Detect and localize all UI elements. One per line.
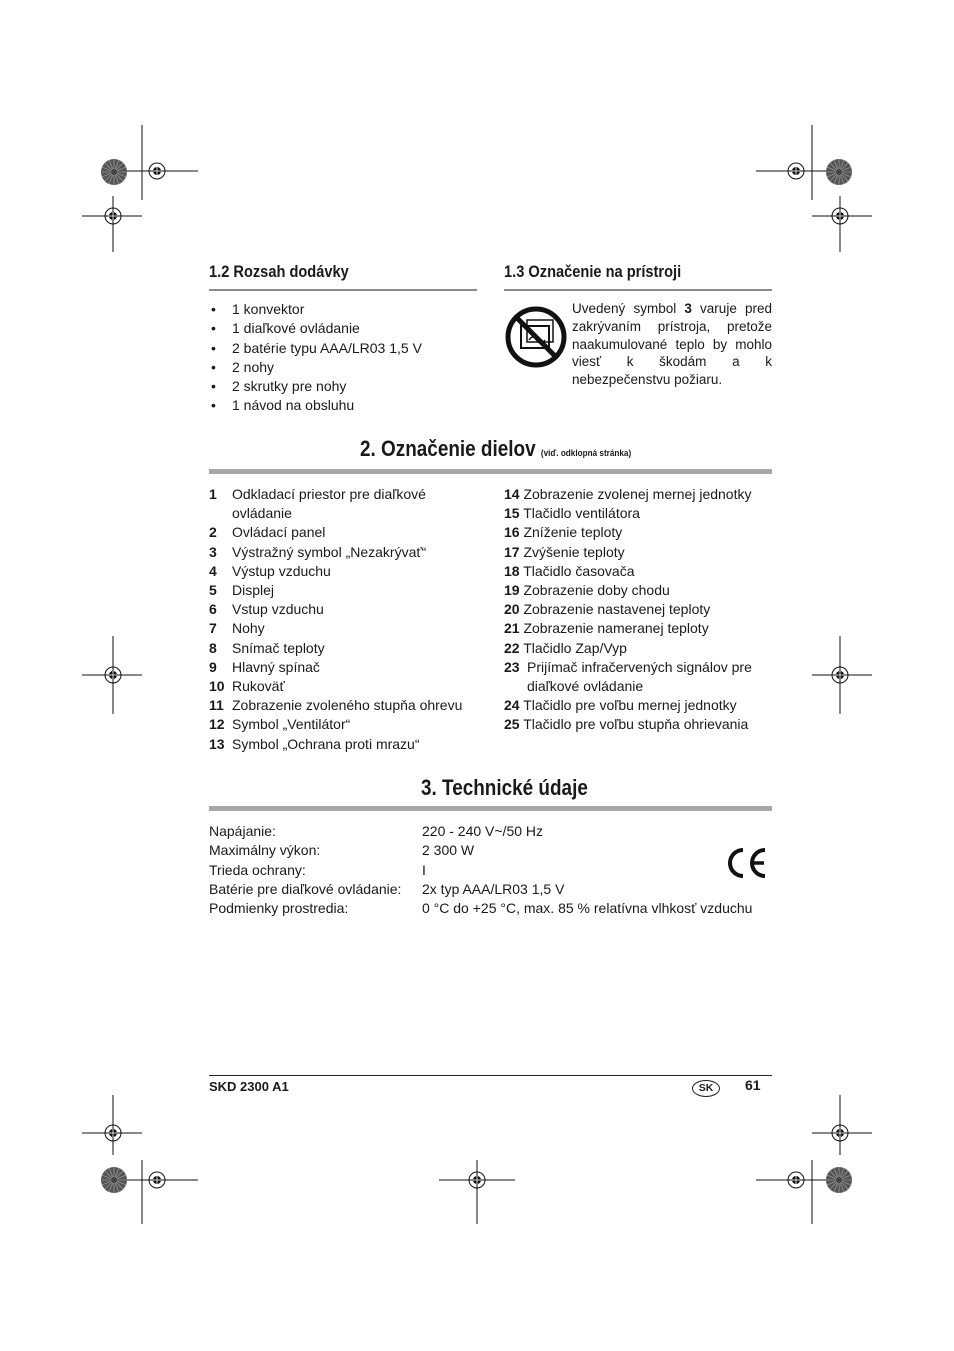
ce-mark-icon [725, 846, 769, 880]
part-label: Tlačidlo pre voľbu stupňa ohrievania [523, 716, 749, 733]
part-number: 23 [504, 658, 520, 675]
spec-value: I [422, 861, 426, 878]
part-number: 7 [209, 620, 217, 637]
part-item [209, 639, 479, 658]
list-item [209, 358, 422, 377]
list-item [209, 339, 422, 358]
part-number: 24 [504, 697, 520, 714]
list-item-text: 1 návod na obsluhu [232, 397, 355, 414]
part-number: 15 [504, 505, 520, 522]
section-3-title: 3. Technické údaje [421, 775, 588, 800]
part-label: Zobrazenie zvolenej mernej jednotky [523, 486, 752, 502]
list-item-text: 1 konvektor [232, 301, 305, 317]
spec-value: 0 °C do +25 °C, max. 85 % relatívna vlhkosť vzduchu [422, 900, 753, 917]
section-1-3-title: 1.3 Označenie na prístroji [504, 262, 682, 281]
part-item [504, 715, 772, 734]
bullet-glyph: • [211, 397, 216, 414]
list-item [209, 396, 422, 415]
part-label: Zobrazenie nameranej teploty [523, 620, 709, 637]
part-number: 5 [209, 582, 217, 599]
section-3-rule [209, 806, 772, 811]
bullet-glyph: • [211, 339, 216, 356]
part-label: Symbol „Ventilátor“ [232, 716, 351, 733]
part-label: Prijímač infračervených signálov pre diaľkové ovládanie [527, 658, 752, 695]
symbol-warning-text: Uvedený symbol 3 varuje pred zakrývaním prístroja, pretože naakumulované teplo by mohlo viesť k škodám a k nebezpečenstvu požiaru. [572, 301, 773, 388]
section-1-3-rule [504, 289, 772, 291]
list-item-text: 2 batérie typu AAA/LR03 1,5 V [232, 339, 422, 356]
part-item [209, 658, 479, 677]
part-item [209, 600, 479, 619]
part-item [504, 581, 772, 600]
part-number: 2 [209, 524, 217, 541]
part-label: Tlačidlo ventilátora [523, 505, 640, 522]
language-badge: SK [692, 1080, 720, 1097]
footer-model: SKD 2300 A1 [209, 1079, 289, 1094]
part-label: Nohy [232, 620, 265, 637]
part-label: Tlačidlo Zap/Vyp [523, 639, 627, 656]
do-not-cover-icon [505, 306, 567, 368]
part-label: Zobrazenie doby chodu [523, 582, 670, 599]
section-1-2-rule [209, 289, 477, 291]
part-number: 11 [209, 697, 224, 714]
bullet-glyph: • [211, 358, 216, 375]
spec-label: Trieda ochrany: [209, 861, 306, 878]
part-label: Výstup vzduchu [232, 562, 331, 579]
part-label: Symbol „Ochrana proti mrazu“ [232, 735, 420, 752]
part-label: Zobrazenie zvoleného stupňa ohrevu [232, 697, 463, 714]
part-label: Zvýšenie teploty [523, 543, 625, 560]
spec-label: Napájanie: [209, 823, 276, 839]
part-number: 21 [504, 620, 520, 637]
part-item [504, 504, 772, 523]
part-item [504, 523, 772, 542]
part-item [504, 543, 772, 562]
list-item-text: 2 nohy [232, 358, 275, 375]
part-item [209, 677, 479, 696]
spec-value: 2 300 W [422, 842, 475, 859]
footer-rule [209, 1075, 772, 1076]
part-label: Hlavný spínač [232, 658, 320, 675]
section-2-subtitle: (viď. odklopná stránka) [540, 448, 632, 459]
part-item [504, 639, 772, 658]
parts-list-right [504, 485, 772, 735]
bullet-glyph: • [211, 301, 216, 317]
part-item [209, 619, 479, 638]
crosshair-registration-icon [82, 125, 198, 252]
part-item [209, 696, 479, 715]
part-label: Zníženie teploty [523, 524, 623, 541]
part-number: 18 [504, 562, 520, 579]
part-label: Displej [232, 582, 275, 599]
part-label: Snímač teploty [232, 639, 325, 656]
part-number: 3 [209, 543, 217, 560]
part-number: 20 [504, 601, 520, 618]
part-number: 22 [504, 639, 520, 656]
part-label: Zobrazenie nastavenej teploty [523, 601, 711, 618]
part-number: 19 [504, 582, 520, 599]
spec-label: Podmienky prostredia: [209, 900, 349, 917]
part-item [504, 600, 772, 619]
part-item [209, 543, 479, 562]
part-item [209, 581, 479, 600]
spec-label: Batérie pre diaľkové ovládanie: [209, 880, 402, 897]
part-item [209, 562, 479, 581]
part-item [504, 562, 772, 581]
part-label: Tlačidlo časovača [523, 562, 635, 579]
part-item [504, 696, 772, 715]
bullet-glyph: • [211, 378, 216, 395]
part-number: 9 [209, 658, 217, 675]
list-item-text: 2 skrutky pre nohy [232, 378, 347, 395]
part-label: Vstup vzduchu [232, 601, 324, 618]
bullet-glyph: • [211, 320, 216, 337]
list-item [209, 377, 422, 396]
part-number: 17 [504, 543, 520, 560]
part-number: 25 [504, 716, 520, 733]
part-item [209, 523, 479, 542]
part-label: Odkladací priestor pre diaľkové ovládanie [232, 486, 426, 522]
part-label: Rukoväť [232, 678, 285, 695]
part-item [209, 735, 479, 754]
part-item [504, 658, 772, 696]
part-number: 10 [209, 678, 225, 695]
part-item [209, 715, 479, 734]
parts-list-left [209, 485, 479, 754]
section-2-rule [209, 469, 772, 474]
spec-value: 2x typ AAA/LR03 1,5 V [422, 880, 565, 897]
part-number: 16 [504, 524, 520, 541]
list-item [209, 300, 422, 319]
part-item [504, 619, 772, 638]
spec-label: Maximálny výkon: [209, 842, 321, 859]
scope-of-delivery-list [209, 300, 422, 416]
section-2-title: 2. Označenie dielov (viď. odklopná stránka) [360, 436, 632, 461]
part-number: 13 [209, 735, 225, 752]
part-number: 1 [209, 486, 217, 502]
part-label: Ovládací panel [232, 524, 326, 541]
page-number: 61 [745, 1077, 761, 1093]
part-item [209, 485, 479, 523]
section-1-2-title: 1.2 Rozsah dodávky [209, 262, 349, 281]
list-item-text: 1 diaľkové ovládanie [232, 320, 360, 337]
part-item [504, 485, 772, 504]
part-number: 6 [209, 601, 217, 618]
part-number: 8 [209, 639, 217, 656]
spec-value: 220 - 240 V~/50 Hz [422, 823, 544, 839]
part-number: 4 [209, 562, 217, 579]
part-number: 12 [209, 716, 225, 733]
list-item [209, 319, 422, 338]
part-label: Tlačidlo pre voľbu mernej jednotky [523, 697, 737, 714]
part-number: 14 [504, 486, 520, 502]
part-label: Výstražný symbol „Nezakrývať“ [232, 543, 427, 560]
